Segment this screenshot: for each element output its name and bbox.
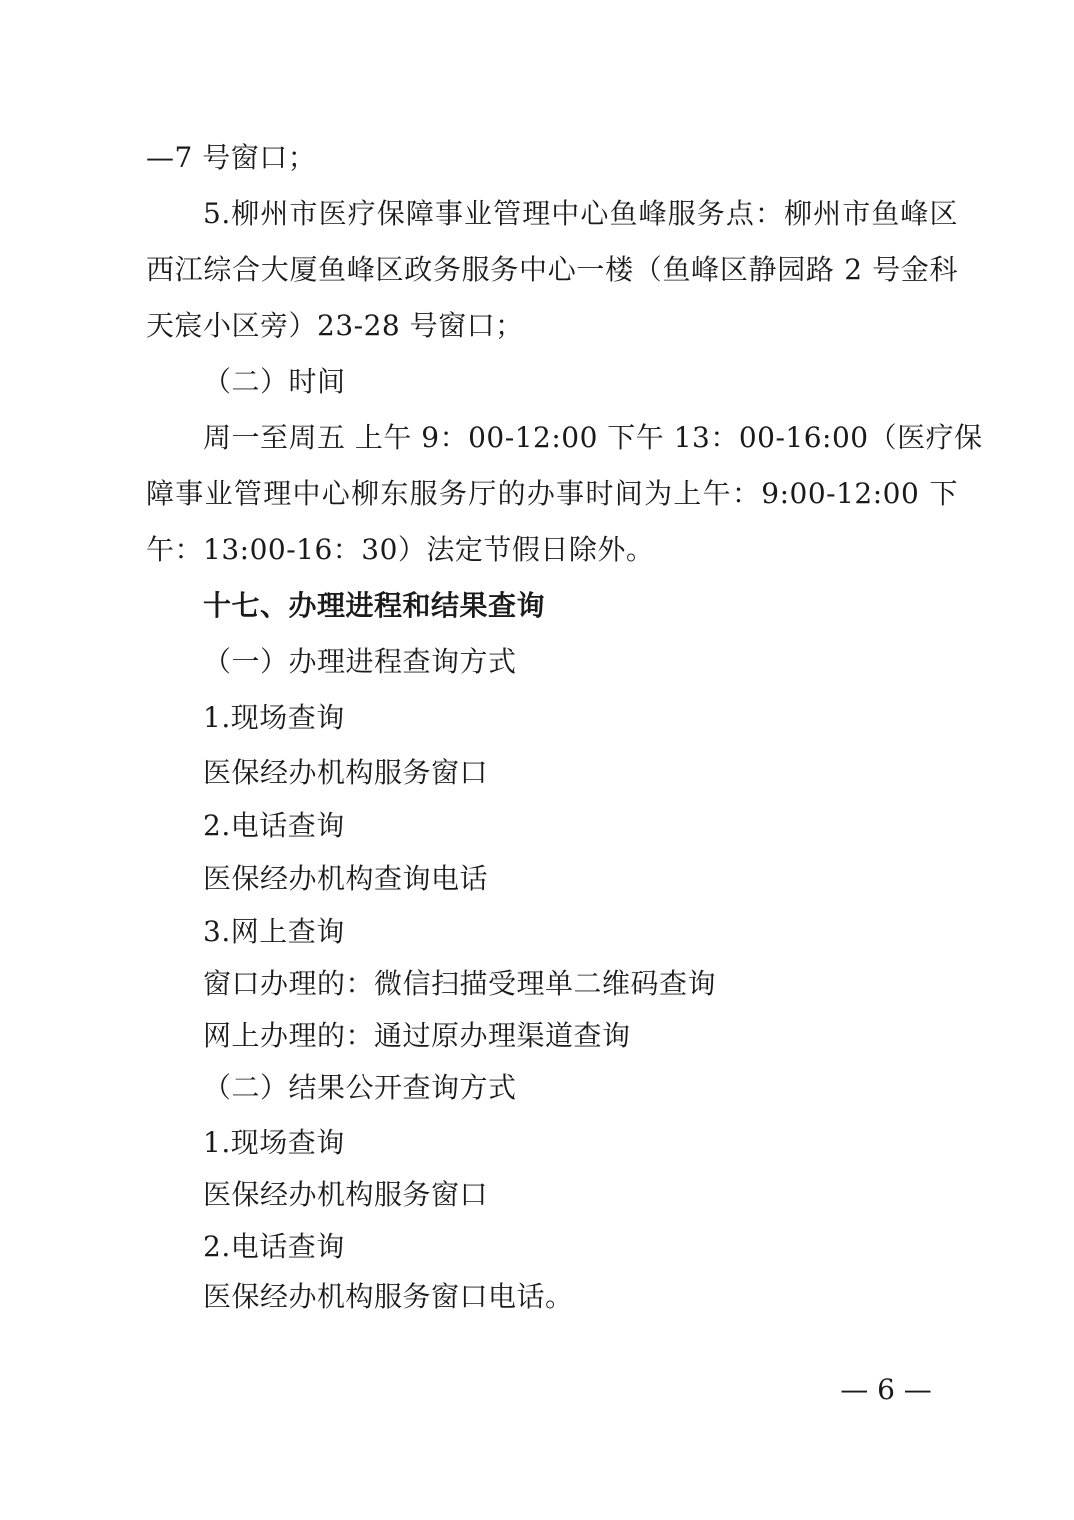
text-line: 医保经办机构服务窗口电话。: [203, 1280, 574, 1313]
text-line: 午：13:00-16：30）法定节假日除外。: [146, 533, 655, 566]
text-line: 2.电话查询: [203, 1230, 345, 1263]
text-line: 2.电话查询: [203, 809, 345, 842]
text-line: 医保经办机构查询电话: [203, 862, 489, 895]
text-line: —7 号窗口；: [146, 141, 317, 174]
text-line: 5.柳州市医疗保障事业管理中心鱼峰服务点：柳州市鱼峰区: [203, 197, 958, 230]
text-line: 周一至周五 上午 9：00-12:00 下午 13：00-16:00（医疗保: [203, 421, 983, 454]
text-line: 障事业管理中心柳东服务厅的办事时间为上午：9:00-12:00 下: [146, 477, 958, 510]
subsection-heading: （一）办理进程查询方式: [203, 645, 517, 678]
text-line: 天宸小区旁）23-28 号窗口；: [146, 309, 524, 342]
text-line: 1.现场查询: [203, 1126, 345, 1159]
subsection-heading: （二）时间: [203, 365, 346, 398]
text-line: 1.现场查询: [203, 701, 345, 734]
text-line: 3.网上查询: [203, 915, 345, 948]
text-line: 医保经办机构服务窗口: [203, 1178, 489, 1211]
text-line: 窗口办理的：微信扫描受理单二维码查询: [203, 967, 717, 1000]
page-number: — 6 —: [840, 1373, 932, 1406]
subsection-heading: （二）结果公开查询方式: [203, 1071, 517, 1104]
text-line: 医保经办机构服务窗口: [203, 756, 489, 789]
text-line: 网上办理的：通过原办理渠道查询: [203, 1019, 631, 1052]
text-line: 西江综合大厦鱼峰区政务服务中心一楼（鱼峰区静园路 2 号金科: [146, 253, 958, 286]
section-heading: 十七、办理进程和结果查询: [203, 589, 546, 622]
